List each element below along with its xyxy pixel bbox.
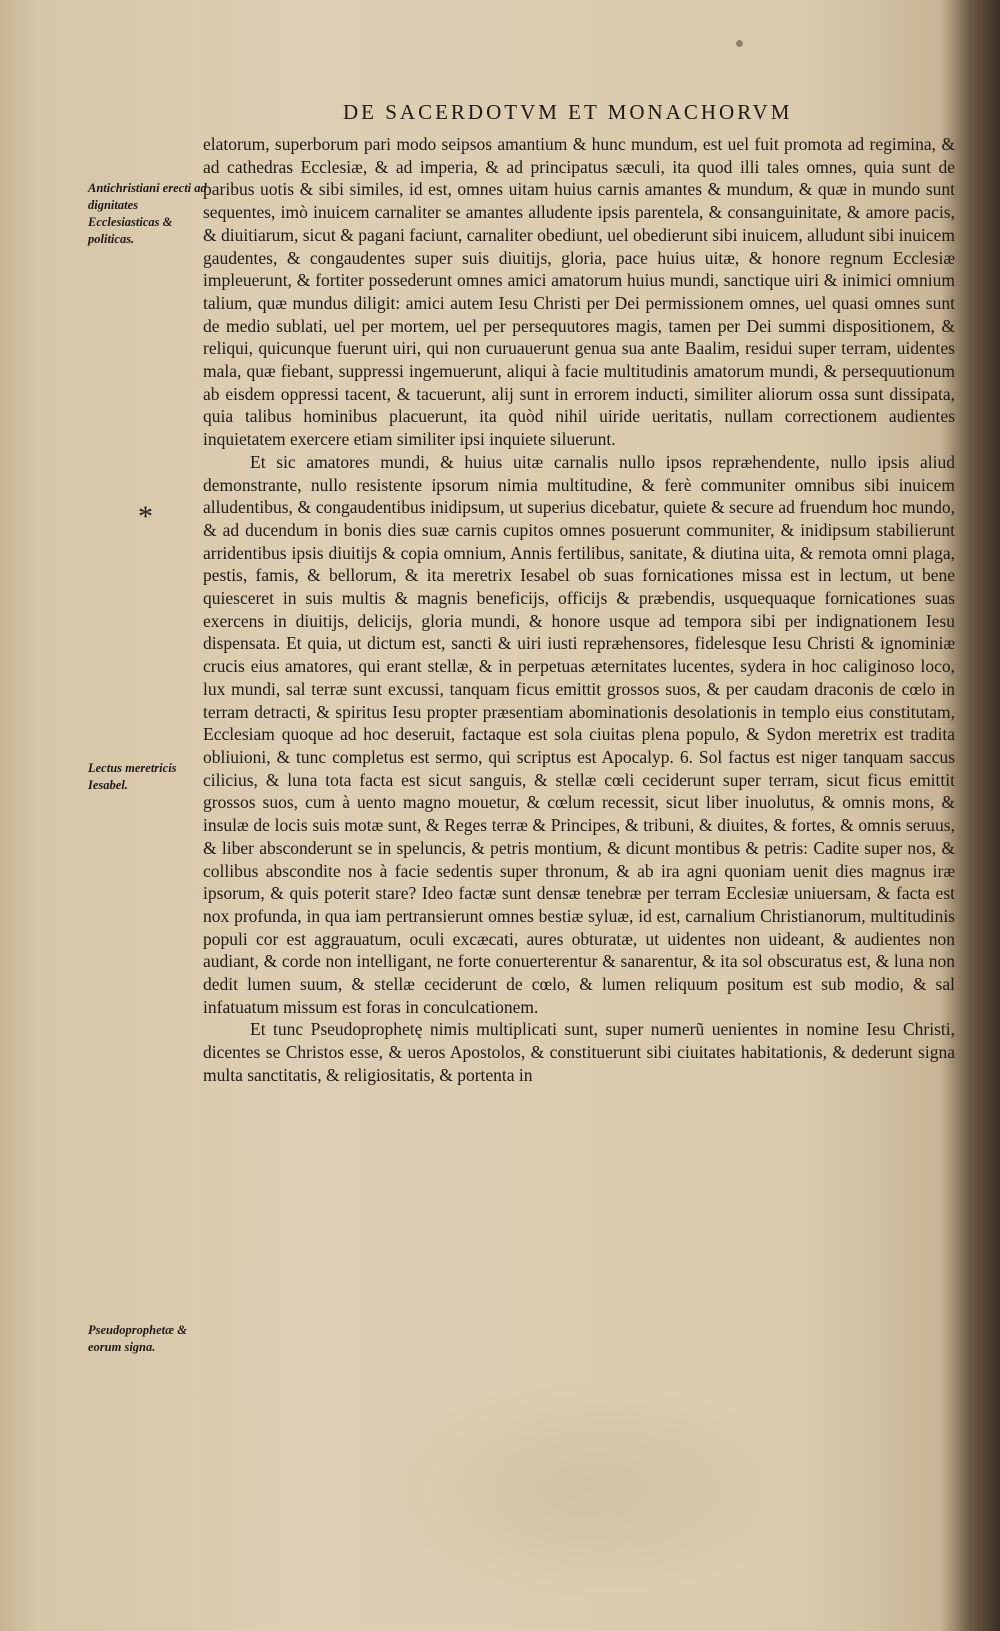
margin-note-lectus: Lectus meretricis Iesabel. xyxy=(88,761,177,792)
asterisk-mark: * xyxy=(138,500,153,533)
margin-note-antichristiani: Antichristiani erecti ad dignitates Ecclesiasticas & politicas. xyxy=(88,181,207,246)
paragraph-2: Et sic amatores mundi, & huius uitæ carnalis nullo ipsos repræhendente, nullo ipsis aliud demonstrante, nullo resistente ipsorum nimia multitudine, & ferè communiter omnibus sibi inuicem alludentibus, & congaudentibus inidipsum, ut superius dicebatur, quiete & secure ad fruendum hoc mundo, & ad ducendum in bonis dies suæ carnis cupitos omnes posuerunt communiter, & inidipsum stabilierunt arridentibus ipsis diuitijs & copia omnium, Annis fertilibus, sanitate, & diutina uita, & remota omni plaga, pestis, famis, & bellorum, & ita meretrix Iesabel ob suas fornicationes missa est in lectum, ut bene quiesceret in suis multis & magnis beneficijs, officijs & præbendis, usquequaque fornicationes suas exercens in diuitijs, delicijs, gloria mundi, & honore usque ad tempora sibi per indignationem Iesu dispensata. Et quia, ut dictum est, sancti & uiri iusti repræhensores, fidelesque Iesu Christi & ignominiæ crucis eius amatores, qui erant stellæ, & in perpetuas æternitates lucentes, sydera in hoc caliginoso loco, lux mundi, sal terræ sunt excussi, tanquam ficus emittit grossos suos, & per caudam draconis de cœlo in terram detracti, & spiritus Iesu propter præsentiam abominationis desolationis in templo eius constitutam, Ecclesiam quoque ad hoc deseruit, factaque est sola ciuitas plena populo, & Sydon meretrix est tradita obliuioni, & tunc completus est sermo, qui scriptus est Apocalyp. 6. Sol factus est niger tanquam saccus cilicius, & luna tota facta est sicut sanguis, & stellæ cœli ceciderunt super terram, sicut ficus emittit grossos suos, cum à uento magno mouetur, & cœlum recessit, sicut liber inuolutus, & omnis mons, & insulæ de locis suis motæ sunt, & Reges terræ & Principes, & tribuni, & diuites, & fortes, & omnis seruus, & liber absconderunt se in speluncis, & petris montium, & dicunt montibus & petris: Cadite super nos, & collibus abscondite nos à facie sedentis super thronum, & ab ira agni quoniam uenit dies magnus iræ ipsorum, & quis poterit stare? Ideo factæ sunt densæ tenebræ per terram Ecclesiæ uniuersam, & facta est nox profunda, in qua iam pertransierunt omnes bestiæ syluæ, id est, carnalium Christianorum, multitudinis populi cor est aggrauatum, oculi excæcati, aures obturatæ, ut uidentes non uideant, & audientes non audiant, & corde non intelligant, ne forte conuerterentur & sanarentur, & ita sol obscuratus est, & luna non dedit lumen suum, & stellæ ceciderunt de cœlo, & lumen reliquum positum est sub modio, & sal infatuatum missum est foras in conculcationem. xyxy=(203,451,955,1017)
body-text xyxy=(203,133,955,1087)
page-stain xyxy=(380,1380,800,1600)
paragraph-1: elatorum, superborum pari modo seipsos amantium & hunc mundum, est uel fuit promota ad regimina, & ad cathedras Ecclesiæ, & ad imperia, & ad principatus sæculi, ita quod illi tales omnes, quia sunt de paribus uotis & sibi similes, id est, omnes uitam huius carnis amantes & mundum, & quæ in mundo sunt sequentes, imò inuicem carnaliter se amantes alludente ipsis parentela, & consanguinitate, & amore pacis, & diuitiarum, sicut & pagani faciunt, carnaliter obediunt, uel obedierunt sibi inuicem, alludunt sibi inuicem gaudentes, & congaudentes super suis diuitijs, gloria, pace huius uitæ, & honore regnum Ecclesiæ impleuerunt, & fortiter possederunt omnes amici amatorum huius mundi, sanctique uiri & inimici omnium talium, quæ mundus diligit: amici autem Iesu Christi per Dei permissionem omnes, uel quasi omnes sunt de medio sublati, uel per mortem, uel per persequutores magis, tamen per Dei summi dispositionem, & reliqui, quicunque fuerunt uiri, qui non curuauerunt genua sua ante Baalim, residui super terram, uidentes mala, quæ fiebant, suppressi ingemuerunt, aliqui à facie multitudinis amatorum mundi, & persequutionum ab eisdem oppressi tacent, & tacuerunt, alij sunt in errorem inducti, similiter aliorum ossa sunt dissipata, quia talibus hominibus placuerunt, ita quòd nihil uiride ueritatis, nullam correctionem audientes inquietatem exercere etiam similiter ipsi inquiete siluerunt. xyxy=(203,134,955,450)
margin-note-pseudoprophetae: Pseudoprophetæ & eorum signa. xyxy=(88,1323,187,1354)
ink-speck xyxy=(736,40,743,47)
paragraph-3: Et tunc Pseudoprophetę nimis multiplicati sunt, super numerũ uenientes in nomine Iesu Christi, dicentes se Christos esse, & ueros Apostolos, & constituerunt sibi ciuitates habitationis, & dederunt signa multa sanctitatis, & religiositatis, & portenta in xyxy=(203,1019,955,1085)
running-head: DE SACERDOTVM ET MONACHORVM xyxy=(343,100,793,124)
